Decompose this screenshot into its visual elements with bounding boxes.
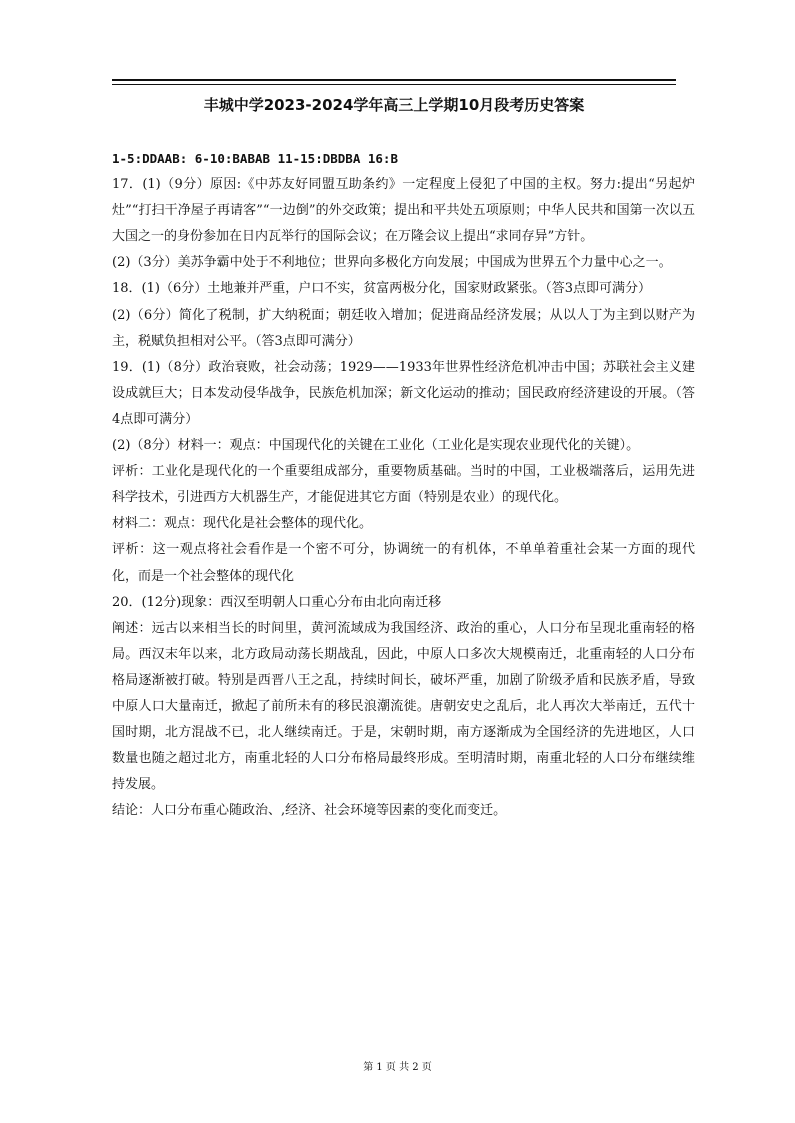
page-footer: 第 1 页 共 2 页 — [363, 1062, 432, 1073]
q20-phenomenon: 20．(12分)现象：西汉至明朝人口重心分布由北向南迁移 — [112, 594, 442, 610]
q17-part1: 17．(1)（9分）原因:《中苏友好同盟互助条约》一定程度上侵犯了中国的主权。努力:提出“另起炉灶”“打扫干净屋子再请客”“一边倒”的外交政策；提出和平共处五项原则；中华人民共和国第一次以五大国之一的身份参加在日内瓦举行的国际会议；在万隆会议上提出“求同存异”方针。 — [112, 177, 695, 245]
header-rule-thick — [112, 79, 676, 81]
header-rule-thin — [112, 84, 676, 85]
q18-part2: (2)（6分）简化了税制，扩大纳税面；朝廷收入增加；促进商品经济发展；从以人丁为主到以财产为主，税赋负担相对公平。（答3点即可满分） — [112, 307, 695, 349]
answer-content — [112, 146, 695, 824]
q19-part2-material2: 材料二：观点：现代化是社会整体的现代化。 — [112, 516, 373, 532]
document-title: 丰城中学2023-2024学年高三上学期10月段考历史答案 — [203, 96, 585, 114]
q19-part2-comment2: 评析：这一观点将社会看作是一个密不可分，协调统一的有机体，不单单着重社会某一方面的现代化，而是一个社会整体的现代化 — [112, 542, 695, 584]
q18-part1: 18．(1)（6分）土地兼并严重，户口不实，贫富两极分化，国家财政紧张。（答3点即可满分） — [112, 281, 651, 297]
q20-elaboration: 阐述：远古以来相当长的时间里，黄河流域成为我国经济、政治的重心，人口分布呈现北重南轻的格局。西汉末年以来，北方政局动荡长期战乱，因此，中原人口多次大规模南迁，北重南轻的人口分布格局逐渐被打破。特别是西晋八王之乱，持续时间长，破坏严重，加剧了阶级矛盾和民族矛盾，导致中原人口大量南迁，掀起了前所未有的移民浪潮流徙。唐朝安史之乱后，北人再次大举南迁，五代十国时期，北方混战不已，北人继续南迁。于是，宋朝时期，南方逐渐成为全国经济的先进地区，人口数量也随之超过北方，南重北轻的人口分布格局最终形成。至明清时期，南重北轻的人口分布继续维持发展。 — [112, 620, 695, 793]
q19-part1: 19．(1)（8分）政治衰败，社会动荡；1929——1933年世界性经济危机冲击中国；苏联社会主义建设成就巨大；日本发动侵华战争，民族危机加深；新文化运动的推动；国民政府经济建设的开展。（答4点即可满分） — [112, 359, 695, 427]
q17-part2: (2)（3分）美苏争霸中处于不利地位；世界向多极化方向发展；中国成为世界五个力量中心之一。 — [112, 255, 672, 271]
q19-part2-comment1: 评析：工业化是现代化的一个重要组成部分，重要物质基础。当时的中国，工业极端落后，运用先进科学技术，引进西方大机器生产，才能促进其它方面（特别是农业）的现代化。 — [112, 464, 695, 506]
q19-part2-material1: (2)（8分）材料一：观点：中国现代化的关键在工业化（工业化是实现农业现代化的关键）。 — [112, 438, 640, 454]
multiple-choice-answers: 1-5:DDAAB: 6-10:BABAB 11-15:DBDBA 16:B — [112, 151, 398, 166]
q20-conclusion: 结论：人口分布重心随政治、,经济、社会环境等因素的变化而变迁。 — [112, 803, 507, 819]
